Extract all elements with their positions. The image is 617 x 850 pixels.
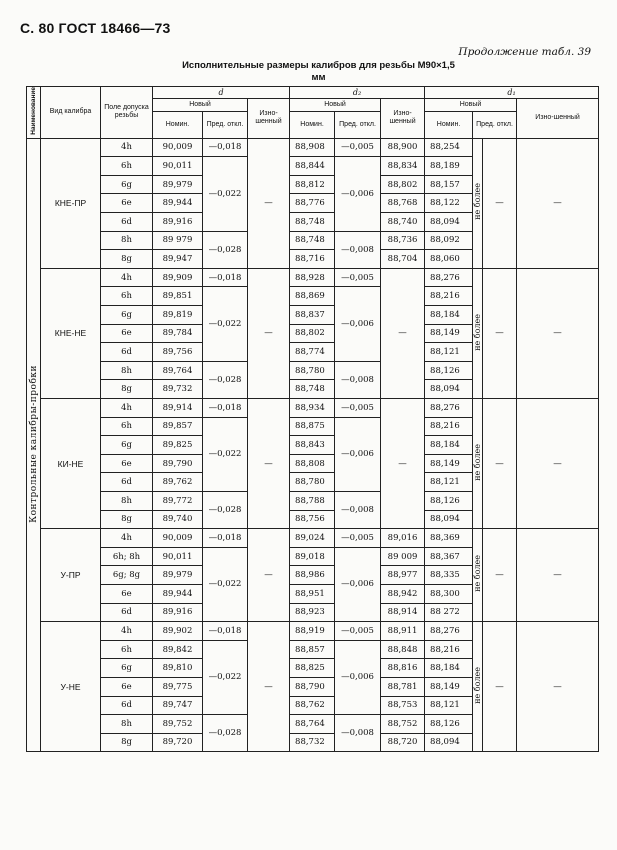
d2-nominal: 88,869 — [290, 287, 335, 306]
d-deviation: —0,018 — [203, 268, 248, 287]
header-d-new: Новый — [153, 99, 248, 112]
d2-nominal: 88,764 — [290, 715, 335, 734]
tolerance-field: 6e — [101, 677, 153, 696]
tolerance-field: 6d — [101, 696, 153, 715]
header-d1-new: Новый — [425, 99, 517, 112]
d-deviation: —0,018 — [203, 529, 248, 548]
d-deviation: —0,018 — [203, 138, 248, 157]
d1-deviation: — — [483, 138, 517, 268]
d1-nominal: 88,126 — [425, 361, 473, 380]
d2-deviation: —0,005 — [335, 138, 381, 157]
d2-nominal: 88,748 — [290, 213, 335, 232]
d2-deviation: —0,005 — [335, 529, 381, 548]
d2-nominal: 88,986 — [290, 566, 335, 585]
d2-worn: 88,752 — [381, 715, 425, 734]
d1-worn: — — [517, 268, 599, 398]
d-nominal: 89,740 — [153, 510, 203, 529]
d-deviation: —0,028 — [203, 715, 248, 752]
d2-nominal: 88,857 — [290, 640, 335, 659]
d2-nominal: 88,732 — [290, 733, 335, 752]
d-deviation: —0,018 — [203, 399, 248, 418]
d2-nominal: 88,748 — [290, 231, 335, 250]
tolerance-field: 4h — [101, 268, 153, 287]
d1-nominal: 88,184 — [425, 659, 473, 678]
d2-nominal: 88,748 — [290, 380, 335, 399]
d1-nominal: 88,276 — [425, 622, 473, 641]
d1-deviation: — — [483, 529, 517, 622]
d2-worn: 88,911 — [381, 622, 425, 641]
d1-nominal: 88,149 — [425, 454, 473, 473]
d-nominal: 90,011 — [153, 547, 203, 566]
d1-nominal: 88,121 — [425, 343, 473, 362]
d-deviation: —0,022 — [203, 157, 248, 231]
d2-nominal: 88,776 — [290, 194, 335, 213]
d-nominal: 90,011 — [153, 157, 203, 176]
tolerance-field: 8g — [101, 510, 153, 529]
tolerance-field: 8h — [101, 491, 153, 510]
d1-not-more-label: не более — [473, 622, 483, 752]
d2-worn: 88,816 — [381, 659, 425, 678]
tolerance-field: 8h — [101, 361, 153, 380]
d-deviation: —0,022 — [203, 287, 248, 361]
d1-nominal: 88,094 — [425, 733, 473, 752]
d-nominal: 90,009 — [153, 529, 203, 548]
header-d2-deviation: Пред. откл. — [335, 111, 381, 138]
d-nominal: 89,720 — [153, 733, 203, 752]
d1-nominal: 88,189 — [425, 157, 473, 176]
gauge-type-name: КИ-НЕ — [41, 399, 101, 529]
header-d2: d₂ — [290, 87, 425, 99]
tolerance-field: 8g — [101, 733, 153, 752]
table-title-units: мм — [311, 72, 326, 83]
d-nominal: 89,851 — [153, 287, 203, 306]
d-worn: — — [248, 268, 290, 398]
d1-deviation: — — [483, 622, 517, 752]
d2-worn: 88,740 — [381, 213, 425, 232]
d2-nominal: 88,774 — [290, 343, 335, 362]
tolerance-field: 6g — [101, 175, 153, 194]
d2-nominal: 88,812 — [290, 175, 335, 194]
d1-nominal: 88,126 — [425, 491, 473, 510]
header-d1: d₁ — [425, 87, 599, 99]
tolerance-field: 6d — [101, 343, 153, 362]
gauge-dimensions-table — [26, 86, 599, 752]
d2-deviation: —0,008 — [335, 231, 381, 268]
d2-nominal: 88,762 — [290, 696, 335, 715]
d1-nominal: 88,121 — [425, 473, 473, 492]
d-deviation: —0,028 — [203, 361, 248, 398]
d2-deviation: —0,008 — [335, 361, 381, 398]
d1-nominal: 88,094 — [425, 510, 473, 529]
tolerance-field: 6g; 8g — [101, 566, 153, 585]
tolerance-field: 8g — [101, 250, 153, 269]
d2-deviation: —0,006 — [335, 547, 381, 621]
d2-worn: — — [381, 268, 425, 398]
d-nominal: 89,902 — [153, 622, 203, 641]
d2-worn: 88,802 — [381, 175, 425, 194]
d1-nominal: 88,157 — [425, 175, 473, 194]
d2-nominal: 88,934 — [290, 399, 335, 418]
d-nominal: 89,752 — [153, 715, 203, 734]
d-deviation: —0,022 — [203, 417, 248, 491]
tolerance-field: 4h — [101, 138, 153, 157]
gauge-type-name: КНЕ-НЕ — [41, 268, 101, 398]
d-deviation: —0,028 — [203, 231, 248, 268]
gauge-type-name: У-ПР — [41, 529, 101, 622]
d-nominal: 89,857 — [153, 417, 203, 436]
d2-worn: 88,942 — [381, 584, 425, 603]
d2-worn: — — [381, 399, 425, 529]
d2-nominal: 88,756 — [290, 510, 335, 529]
d-nominal: 89,772 — [153, 491, 203, 510]
header-d1-nominal: Номин. — [425, 111, 473, 138]
tolerance-field: 6h — [101, 640, 153, 659]
table-row — [27, 399, 599, 418]
d1-nominal: 88,369 — [425, 529, 473, 548]
d2-worn: 89,016 — [381, 529, 425, 548]
d1-nominal: 88,149 — [425, 324, 473, 343]
tolerance-field: 6h — [101, 157, 153, 176]
d2-deviation: —0,005 — [335, 399, 381, 418]
d-nominal: 89,784 — [153, 324, 203, 343]
d1-nominal: 88,092 — [425, 231, 473, 250]
tolerance-field: 6h — [101, 287, 153, 306]
d2-nominal: 88,928 — [290, 268, 335, 287]
d2-nominal: 88,951 — [290, 584, 335, 603]
d2-nominal: 88,843 — [290, 436, 335, 455]
d2-worn: 88,900 — [381, 138, 425, 157]
d2-deviation: —0,006 — [335, 157, 381, 231]
d2-nominal: 89,018 — [290, 547, 335, 566]
d1-nominal: 88 272 — [425, 603, 473, 622]
d1-worn: — — [517, 622, 599, 752]
d1-worn: — — [517, 529, 599, 622]
d2-worn: 88,753 — [381, 696, 425, 715]
d-nominal: 89,819 — [153, 306, 203, 325]
header-d-nominal: Номин. — [153, 111, 203, 138]
d2-deviation: —0,006 — [335, 417, 381, 491]
gauge-type-name: У-НЕ — [41, 622, 101, 752]
header-d2-new: Новый — [290, 99, 381, 112]
header-d1-worn: Изно-шенный — [517, 99, 599, 139]
d2-deviation: —0,008 — [335, 715, 381, 752]
d1-nominal: 88,122 — [425, 194, 473, 213]
d2-nominal: 88,825 — [290, 659, 335, 678]
d-nominal: 89,790 — [153, 454, 203, 473]
d1-nominal: 88,060 — [425, 250, 473, 269]
header-name: Наименование — [27, 87, 41, 139]
tolerance-field: 4h — [101, 529, 153, 548]
d1-nominal: 88,367 — [425, 547, 473, 566]
d-nominal: 90,009 — [153, 138, 203, 157]
header-d: d — [153, 87, 290, 99]
tolerance-field: 6h — [101, 417, 153, 436]
d1-nominal: 88,216 — [425, 287, 473, 306]
d2-deviation: —0,005 — [335, 622, 381, 641]
tolerance-field: 4h — [101, 399, 153, 418]
d1-deviation: — — [483, 399, 517, 529]
d2-deviation: —0,006 — [335, 287, 381, 361]
header-gauge-type: Вид калибра — [41, 87, 101, 139]
tolerance-field: 6e — [101, 194, 153, 213]
d-worn: — — [248, 529, 290, 622]
d-nominal: 89,979 — [153, 566, 203, 585]
d1-nominal: 88,216 — [425, 640, 473, 659]
tolerance-field: 6d — [101, 603, 153, 622]
d1-nominal: 88,149 — [425, 677, 473, 696]
d1-not-more-label: не более — [473, 399, 483, 529]
d2-worn: 88,834 — [381, 157, 425, 176]
header-d1-deviation: Пред. откл. — [473, 111, 517, 138]
d-worn: — — [248, 138, 290, 268]
d-nominal: 89,775 — [153, 677, 203, 696]
d1-nominal: 88,254 — [425, 138, 473, 157]
d2-deviation: —0,005 — [335, 268, 381, 287]
tolerance-field: 6e — [101, 454, 153, 473]
d1-not-more-label: не более — [473, 138, 483, 268]
tolerance-field: 6d — [101, 473, 153, 492]
d-nominal: 89,747 — [153, 696, 203, 715]
d2-nominal: 88,908 — [290, 138, 335, 157]
d-nominal: 89,909 — [153, 268, 203, 287]
table-row — [27, 138, 599, 157]
d1-nominal: 88,276 — [425, 268, 473, 287]
d-nominal: 89 979 — [153, 231, 203, 250]
d2-nominal: 88,790 — [290, 677, 335, 696]
table-title-text: Исполнительные размеры калибров для резьбы М90×1,5 — [182, 60, 455, 71]
table-row — [27, 268, 599, 287]
d1-nominal: 88,335 — [425, 566, 473, 585]
tolerance-field: 6g — [101, 306, 153, 325]
d-deviation: —0,018 — [203, 622, 248, 641]
d-worn: — — [248, 399, 290, 529]
d-nominal: 89,842 — [153, 640, 203, 659]
d2-nominal: 89,024 — [290, 529, 335, 548]
tolerance-field: 6d — [101, 213, 153, 232]
d-nominal: 89,732 — [153, 380, 203, 399]
tolerance-field: 6g — [101, 436, 153, 455]
d-nominal: 89,944 — [153, 584, 203, 603]
tolerance-field: 8h — [101, 231, 153, 250]
d1-worn: — — [517, 399, 599, 529]
d1-nominal: 88,121 — [425, 696, 473, 715]
d2-worn: 88,848 — [381, 640, 425, 659]
d1-nominal: 88,300 — [425, 584, 473, 603]
d-nominal: 89,810 — [153, 659, 203, 678]
d1-worn: — — [517, 138, 599, 268]
tolerance-field: 6e — [101, 324, 153, 343]
d2-nominal: 88,780 — [290, 361, 335, 380]
d2-nominal: 88,844 — [290, 157, 335, 176]
d1-nominal: 88,094 — [425, 213, 473, 232]
d2-deviation: —0,008 — [335, 491, 381, 528]
d-deviation: —0,028 — [203, 491, 248, 528]
d2-worn: 88,768 — [381, 194, 425, 213]
tolerance-field: 6e — [101, 584, 153, 603]
d-nominal: 89,756 — [153, 343, 203, 362]
d1-deviation: — — [483, 268, 517, 398]
d2-worn: 88,704 — [381, 250, 425, 269]
d-nominal: 89,914 — [153, 399, 203, 418]
tolerance-field: 6g — [101, 659, 153, 678]
d1-nominal: 88,184 — [425, 436, 473, 455]
d-nominal: 89,947 — [153, 250, 203, 269]
d-nominal: 89,979 — [153, 175, 203, 194]
d1-nominal: 88,184 — [425, 306, 473, 325]
category-label: Контрольные калибры-пробки — [27, 138, 41, 752]
d-nominal: 89,762 — [153, 473, 203, 492]
tolerance-field: 4h — [101, 622, 153, 641]
header-d-worn: Изно-шенный — [248, 99, 290, 139]
tolerance-field: 8g — [101, 380, 153, 399]
d1-nominal: 88,126 — [425, 715, 473, 734]
gauge-type-name: КНЕ-ПР — [41, 138, 101, 268]
d1-nominal: 88,094 — [425, 380, 473, 399]
d1-nominal: 88,276 — [425, 399, 473, 418]
d2-nominal: 88,788 — [290, 491, 335, 510]
table-row — [27, 622, 599, 641]
d2-worn: 88,781 — [381, 677, 425, 696]
header-tolerance-field: Поле допуска резьбы — [101, 87, 153, 139]
tolerance-field: 8h — [101, 715, 153, 734]
d1-not-more-label: не более — [473, 529, 483, 622]
d2-worn: 89 009 — [381, 547, 425, 566]
page-header: С. 80 ГОСТ 18466—73 — [20, 20, 171, 36]
d2-nominal: 88,923 — [290, 603, 335, 622]
d-nominal: 89,764 — [153, 361, 203, 380]
d1-not-more-label: не более — [473, 268, 483, 398]
d-worn: — — [248, 622, 290, 752]
d2-worn: 88,720 — [381, 733, 425, 752]
d2-nominal: 88,780 — [290, 473, 335, 492]
d-nominal: 89,916 — [153, 603, 203, 622]
d2-worn: 88,977 — [381, 566, 425, 585]
d-nominal: 89,944 — [153, 194, 203, 213]
d1-nominal: 88,216 — [425, 417, 473, 436]
header-d2-worn: Изно-шенный — [381, 99, 425, 139]
d2-deviation: —0,006 — [335, 640, 381, 714]
tolerance-field: 6h; 8h — [101, 547, 153, 566]
d2-nominal: 88,808 — [290, 454, 335, 473]
d2-nominal: 88,802 — [290, 324, 335, 343]
table-continuation-note: Продолжение табл. 39 — [458, 46, 591, 58]
table-row — [27, 529, 599, 548]
d2-nominal: 88,875 — [290, 417, 335, 436]
d-deviation: —0,022 — [203, 640, 248, 714]
d2-nominal: 88,837 — [290, 306, 335, 325]
d2-nominal: 88,716 — [290, 250, 335, 269]
d-nominal: 89,916 — [153, 213, 203, 232]
d-nominal: 89,825 — [153, 436, 203, 455]
header-d2-nominal: Номин. — [290, 111, 335, 138]
d2-worn: 88,914 — [381, 603, 425, 622]
d2-nominal: 88,919 — [290, 622, 335, 641]
d-deviation: —0,022 — [203, 547, 248, 621]
d2-worn: 88,736 — [381, 231, 425, 250]
header-d-deviation: Пред. откл. — [203, 111, 248, 138]
table-title — [0, 60, 617, 84]
